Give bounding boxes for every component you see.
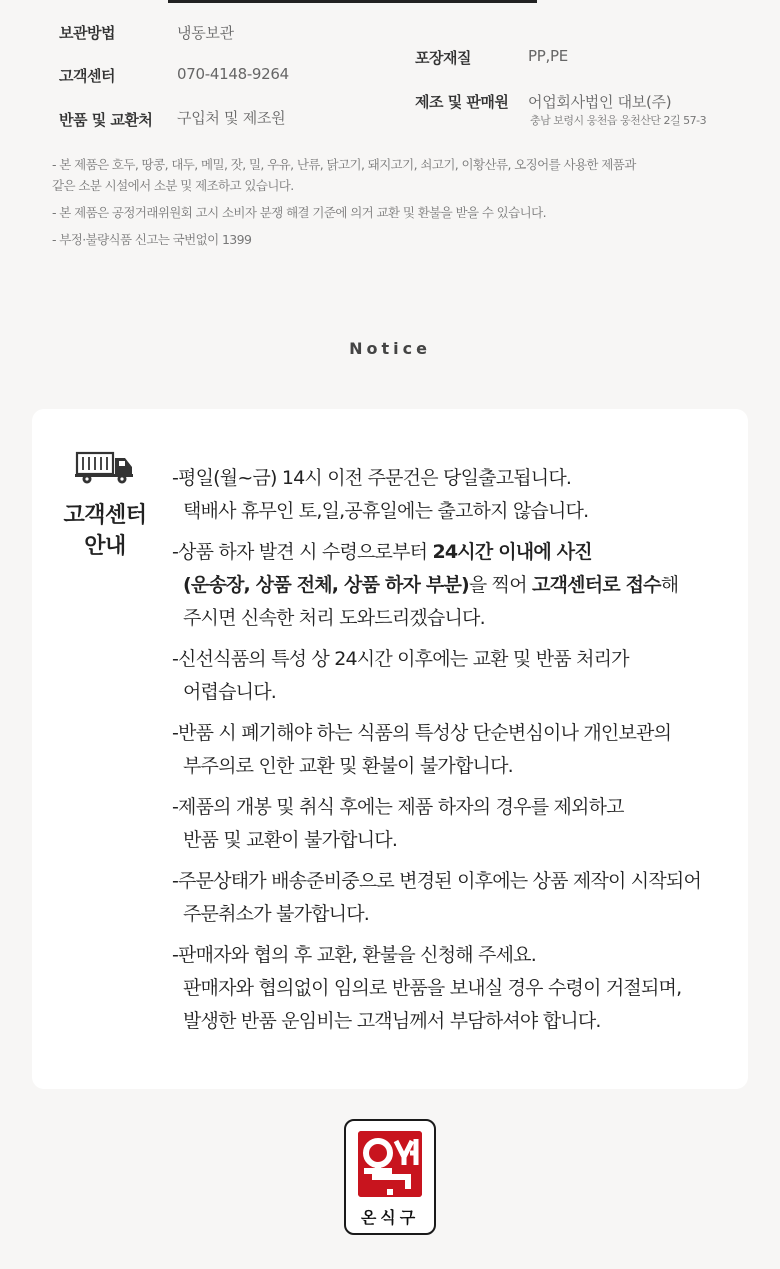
product-notes <box>52 154 732 256</box>
truck-icon <box>75 448 135 486</box>
brand-logo <box>344 1119 436 1235</box>
notice-heading: Notice <box>349 339 431 358</box>
brand-logo-text: 온식구 <box>360 1208 420 1227</box>
packaging-value: PP,PE <box>528 47 568 65</box>
maker-address: 충남 보령시 웅천읍 웅천산단 2길 57-3 <box>530 114 707 127</box>
note-report: - 부정·불량식품 신고는 국번없이 1399 <box>52 232 252 247</box>
card-title-line1: 고객센터 <box>63 503 147 528</box>
note-refund-policy: - 본 제품은 공정거래위원회 고시 소비자 분쟁 해결 기준에 의거 교환 및 환불을 받을 수 있습니다. <box>52 205 546 220</box>
notice-list <box>172 462 740 1046</box>
notice-item-defect: -상품 하자 발견 시 수령으로부터 24시간 이내에 사진 (운송장, 상품 전체, 상품 하자 부분)을 찍어 고객센터로 접수해 주시면 신속한 처리 도와드리겠습니다. <box>172 541 679 629</box>
storage-value: 냉동보관 <box>177 24 234 42</box>
card-title-line2: 안내 <box>84 534 126 559</box>
return-value: 구입처 및 제조원 <box>177 109 286 127</box>
cs-phone: 070-4148-9264 <box>177 65 289 83</box>
notice-item-cancel: -주문상태가 배송준비중으로 변경된 이후에는 상품 제작이 시작되어 주문취소가 불가합니다. <box>172 870 702 925</box>
return-label: 반품 및 교환처 <box>59 111 153 129</box>
notice-item-seller-agreement: -판매자와 협의 후 교환, 환불을 신청해 주세요. 판매자와 협의없이 임의로 반품을 보내실 경우 수령이 거절되며, 발생한 반품 운임비는 고객님께서 부담하셔야 합니다. <box>172 944 682 1032</box>
notice-item-shipping: -평일(월~금) 14시 이전 주문건은 당일출고됩니다. 택배사 휴무인 토,일,공휴일에는 출고하지 않습니다. <box>172 467 589 522</box>
notice-item-opened: -제품의 개봉 및 취식 후에는 제품 하자의 경우를 제외하고 반품 및 교환이 불가합니다. <box>172 796 624 851</box>
maker-value: 어업회사법인 대보(주) <box>528 93 672 111</box>
notice-item-fresh-food: -신선식품의 특성 상 24시간 이후에는 교환 및 반품 처리가 어렵습니다. <box>172 648 629 703</box>
packaging-label: 포장재질 <box>415 49 471 67</box>
card-title <box>40 500 170 562</box>
storage-label: 보관방법 <box>59 24 115 42</box>
notice-item-disposal: -반품 시 폐기해야 하는 식품의 특성상 단순변심이나 개인보관의 부주의로 인한 교환 및 환불이 불가합니다. <box>172 722 672 777</box>
cs-label: 고객센터 <box>59 67 115 85</box>
brand-logo-mark <box>358 1131 422 1197</box>
note-allergy: - 본 제품은 호두, 땅콩, 대두, 메밀, 잣, 밀, 우유, 난류, 닭고기, 돼지고기, 쇠고기, 이황산류, 오징어를 사용한 제품과 같은 소분 시설에서 소분 및 제조하고 있습니다. <box>52 157 636 193</box>
maker-label: 제조 및 판매원 <box>415 93 509 111</box>
